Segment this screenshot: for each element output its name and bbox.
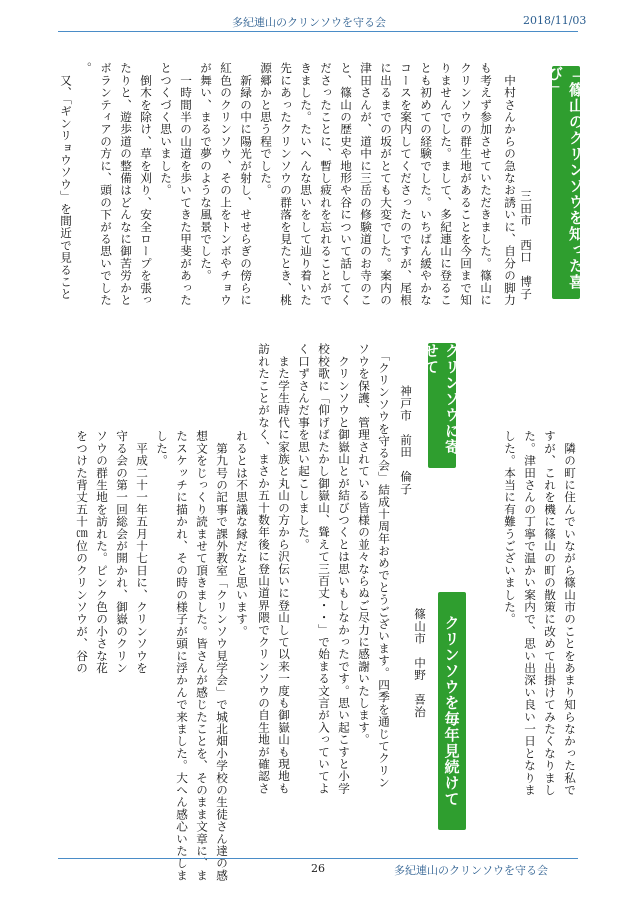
header-date: 2018/11/03 [523, 14, 587, 27]
article1-body-1: 中村さんからの急なお誘いに、自分の脚力 [503, 62, 517, 306]
header-org: 多紀連山のクリンソウを守る会 [232, 16, 386, 29]
article1-author: 三田市 西口 博子 [519, 190, 533, 300]
article1-body-2: も考えず参加させていただきました。篠山に クリンソウの群生地があることを今回まで知 りませんでした。まして、多紀連山に登るこ とも初めての経験でした。いちばん緩やかな コースを案内してくださったのですが、尾根 に出るまでの坂がとても大変でした。案内の 津田さんが、道中に三岳の修験道のお寺のこ と、篠山の歴史や地形や谷について話してく ださったことに、暫し疲れを忘れることがで きました。たいへんな思いをして辿り着いた 先にあったクリンソウの群落を見たとき、桃 源郷かと思う程でした。 新緑の中に陽光が射し、せせらぎの傍らに 紅色のクリンソウ、その上をトンボやチョウ が舞い、まるで夢のような風景でした。 一時間半の山道を歩いてきた甲斐があった とつくづく思いました。 倒木を除け、草を刈り、安全ロープを張っ たりと、遊歩道の整備はどんなに御苦労かと ボランティアの方に、頭の下がる思いでした 。 又、「ギンリョウソウ」を間近で見ること [59, 62, 493, 306]
article2-author: 神戸市 前田 倫子 [399, 385, 413, 495]
article3-title: クリンソウを毎年見続けて [438, 592, 466, 830]
article1-title: 「篠山のクリンソウを知った喜び」 [552, 66, 580, 299]
page-number: 26 [311, 862, 325, 875]
article2-body-2: れるとは不思議な縁だなと思います。 第九号の記事で課外教室「クリンソウ見学会」で城北畑小学校の生徒さん達の感 想文をじっくり読ませて頂きました。皆さんが感じたことを、そのまま文章に、ま たスケッチに描かれ、その時の様子が頭に浮かんで来ました。大へん感心いたしま した。 平成二十一年五月十七日に、クリンソウを 守る会の第一回総会が開かれ、御嶽のクリン ソウの群生地を訪れた。ピンク色の小さな花 をつけた背丈五十㎝位のクリンソウが、谷の [75, 430, 249, 882]
article2-title: クリンソウに寄せて [428, 343, 456, 468]
article1-body-3: 隣の町に住んでいながら篠山市のことをあまり知らなかった私で すが、これを機に篠山の町の散策に改めて出掛けてみたくなりまし た。津田さんの丁寧で温かい案内で、思い出深い良い一日となりま した。本当に有難うございました。 [503, 430, 577, 796]
article2-body-1: 「クリンソウを守る会」結成十周年おめでとうございます。四季を通じてクリン ソウを保護、管理されている皆様の並々ならぬご尽力に感謝いたします。 クリンソウと御嶽山とが結びつくとは思いもしなかったです。思い起こすと小学 校校歌に「仰げばたかし御嶽山、聳えて三百丈・・」で始まる文言が入っていてよ く口ずさんだ事を思い起こしました。 また学生時代に家族と丸山の方から沢伝いに登山して以来一度も御嶽山も現地も 訪れたことがなく、まさか五十数年後に登山道界隈でクリンソウの自生地が確認さ [257, 343, 391, 795]
article3-author: 篠山市 中野 喜治 [413, 608, 427, 718]
header-rule [58, 31, 578, 32]
footer-org: 多紀連山のクリンソウを守る会 [394, 864, 548, 877]
footer-rule [58, 858, 578, 859]
